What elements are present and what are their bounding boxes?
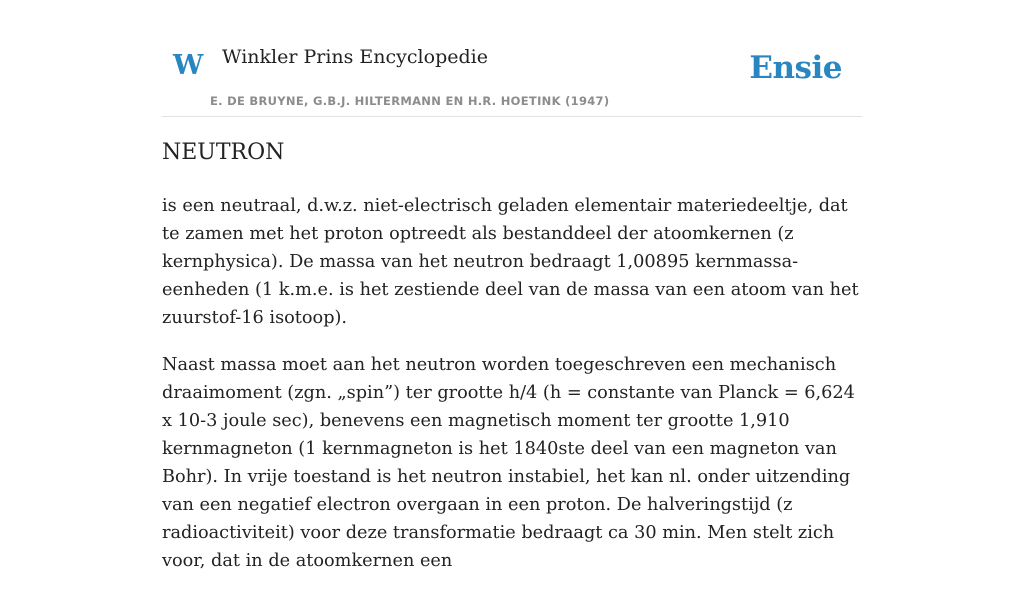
entry-headword: NEUTRON (162, 140, 285, 165)
source-logo-icon[interactable]: W (173, 50, 204, 81)
site-header (162, 0, 862, 117)
entry-body (162, 192, 862, 594)
source-authors: E. DE BRUYNE, G.B.J. HILTERMANN EN H.R. HOETINK (1947) (210, 94, 610, 108)
source-title[interactable]: Winkler Prins Encyclopedie (222, 46, 488, 68)
entry-paragraph: Naast massa moet aan het neutron worden toegeschreven een mechanisch draaimoment (zgn. „spin”) ter grootte h/4 (h = constante van Planck = 6,624 x 10-3 joule sec), benevens een magnetisch moment ter grootte 1,910 kernmagneton (1 kernmagneton is het 1840ste deel van een magneton van Bohr). In vrije toestand is het neutron instabiel, het kan nl. onder uitzending van een negatief electron overgaan in een proton. De halveringstijd (z radioactiviteit) voor deze transformatie bedraagt ca 30 min. Men stelt zich voor, dat in de atoomkernen een (162, 355, 855, 571)
ensie-logo-link[interactable]: Ensie (749, 50, 842, 86)
entry-paragraph: is een neutraal, d.w.z. niet-electrisch geladen elementair materiedeeltje, dat te zamen met het proton optreedt als bestanddeel der atoomkernen (z kernphysica). De massa van het neutron bedraagt 1,00895 kernmassa-eenheden (1 k.m.e. is het zestiende deel van de massa van een atoom van het zuurstof-16 isotoop). (162, 196, 859, 328)
